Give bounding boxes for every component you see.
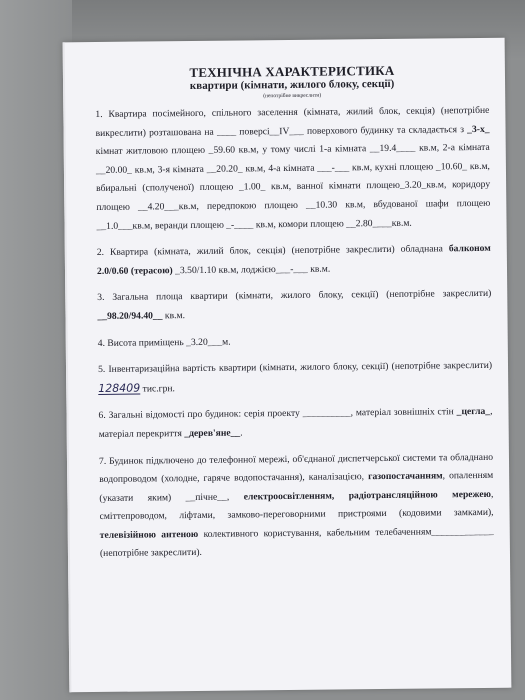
section-3-area: __98.20/94.40__ <box>97 310 163 322</box>
background-left <box>0 0 72 700</box>
section-7-text-d: колективного користування, кабельним телебаченням_____________ (непотрібне закреслити). <box>99 525 494 560</box>
section-1-text-b: кімнат житловою площею _59.60 кв.м, у тому числі 1-а кімната __19.4____ кв.м, 2-а кімната __20.00_ кв.м, 3-я кімната __20.20_ кв.м, 4-а кімната ___-___ кв.м, кухні площею _10.60_ кв.м, вбиральні (сполученої) площею _1.00_ кв.м, ванної кімнати площею_3.20_кв.м, коридору площею __4.20___кв.м, передпокою площею __10.30 кв.м, вбудованої шафи площею __1.0___кв.м, веранди площею _-____ кв.м, комори площею __2.80____кв.м. <box>95 142 491 232</box>
section-3-text-b: кв.м. <box>162 310 186 322</box>
section-5 <box>98 357 492 399</box>
section-7-text-b: , опаленням (указати яким) __пічне__, <box>99 469 494 504</box>
section-5-text-b: тис.грн. <box>140 382 175 395</box>
document-note: (непотрібне викреслити) <box>263 92 322 100</box>
section-5-handwritten-value: 128409 <box>98 381 141 395</box>
document-subtitle: квартири (кімнати, жилого блоку, секції) <box>189 77 395 93</box>
section-1-text-a: 1. Квартира посімейного, спільного заселення (кімната, жилий блок, секція) (непотрібне викреслити) розташована на ____ поверсі__IV___ поверхового будинку та складається з <box>95 104 490 139</box>
section-2 <box>97 240 491 281</box>
section-6-text-c: . <box>240 427 243 439</box>
section-7-text-a: 7. Будинок підключено до телефонної мережі, об'єднаної диспетчерської системи та обладнано водопроводом (холодне, гаряче водопостачання), каналізацією, <box>98 451 494 486</box>
section-6 <box>98 403 492 444</box>
section-6-walls: _цегла_ <box>456 406 491 418</box>
document-page <box>63 38 512 693</box>
section-7 <box>99 448 494 564</box>
section-1 <box>95 102 490 236</box>
section-7-electric-radio: електроосвітленням, радіотрансляційною мережею <box>243 488 492 503</box>
document-title: ТЕХНІЧНА ХАРАКТЕРИСТИКА <box>189 62 395 81</box>
section-6-text-a: 6. Загальні відомості про будинок: серія проекту __________, матеріал зовнішніх стін <box>98 406 457 422</box>
section-5-text-a: 5. Інвентаризаційна вартість квартири (кімнати, жилого блоку, секції) (непотрібне закреслити) <box>97 359 493 376</box>
section-2-text-a: 2. Квартира (кімната, жилий блок, секція) (непотрібне закреслити) обладнана <box>96 243 449 259</box>
section-4 <box>98 330 492 353</box>
section-7-gas: газопостачанням <box>368 470 443 483</box>
section-3 <box>97 285 491 326</box>
document-body <box>95 62 495 682</box>
section-6-text-b: , матеріал перекриття <box>98 406 493 440</box>
section-7-text-c: , сміттепроводом, ліфтами, замково-переговорними пристроями (кодовими замками), <box>99 488 494 523</box>
section-3-text-a: 3. Загальна площа квартири (кімнати, жилого блоку, секції) (непотрібне закреслити) <box>97 288 492 304</box>
section-2-balcony: балконом 2.0/0.60 (терасою) <box>96 243 491 277</box>
section-7-tv-antenna: телевізійною антеною <box>99 528 199 541</box>
section-4-text: 4. Висота приміщень _3.20___м. <box>97 336 231 349</box>
section-2-text-b: _3.50/1.10 кв.м, лоджією___-___ кв.м. <box>172 263 331 276</box>
section-1-rooms: _3-х_ <box>467 123 490 135</box>
section-6-floor: _дерев'яне__ <box>184 427 241 439</box>
